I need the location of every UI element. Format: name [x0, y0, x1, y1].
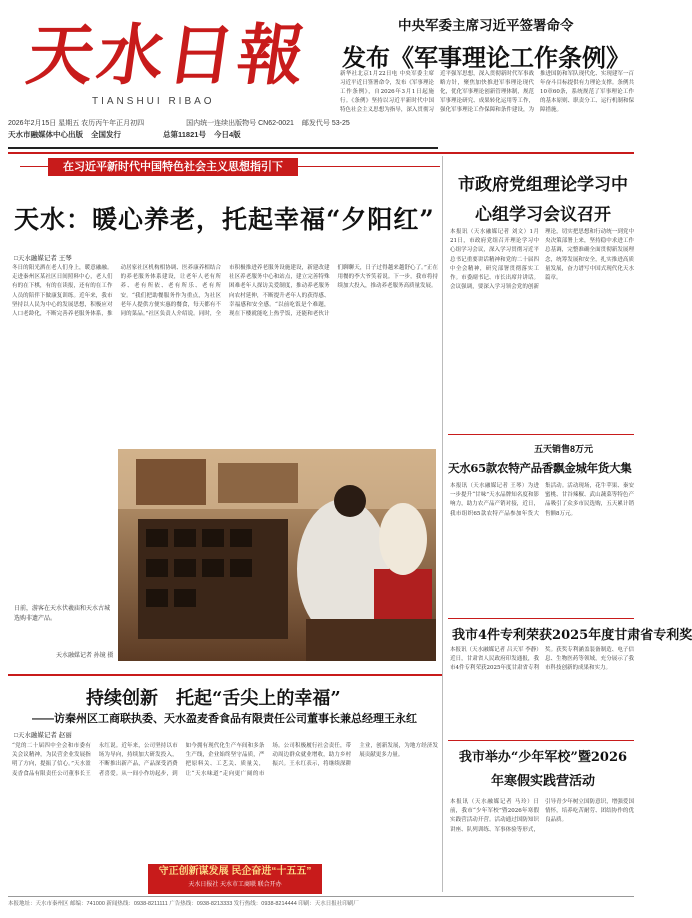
- cn-number: 国内统一连续出版物号 CN62-0021: [186, 120, 294, 127]
- youth-school-body: 本报讯（天水融媒记者 马玲）日前，我市“少年军校”暨2026年寒假实践营活动开营。活动通过国防知识讲座、队列训练、军事体验等形式，引导青少年树立国防意识，增强爱国情怀，培养吃苦耐劳、团结协作的优良品质。: [450, 799, 634, 833]
- photo-credit: 天水融媒记者 孙镜 摄: [56, 653, 114, 659]
- section-divider: [8, 674, 442, 676]
- postal-code: 邮发代号 53-25: [301, 120, 350, 127]
- right-divider-3: [448, 740, 634, 741]
- patent-headline: 我市4件专利荣获2025年度甘肃省专利奖: [452, 628, 692, 643]
- interview-subhead: ——访秦州区工商联执委、天水盈麦香食品有限责任公司董事长兼总经理王永红: [32, 713, 417, 725]
- page-divider: [8, 152, 634, 154]
- interview-byline: □天水融媒记者 赵丽: [14, 732, 72, 739]
- right-divider-1: [448, 434, 634, 435]
- top-story-body: 新华社北京1月22日电 中央军委主席习近平近日签署命令，发布《军事理论工作条例》，自2026年3月1日起施行。《条例》坚持以习近平新时代中国特色社会主义思想为指导，深入贯彻习近平强军思想，深入贯彻新时代军事战略方针，聚焦加快推进军事理论现代化，优化军事理论创新管理体制，规范军事理论研究、成果转化运用等工作，强化军事理论工作保障和条件建设，为推进国防和军队现代化、实现建军一百年奋斗目标提供有力理论支撑。条例共10章60条，系统规范了军事理论工作的基本原则、职责分工、运行机制和保障措施。: [340, 71, 634, 113]
- left-story-body: 冬日的阳光洒在老人们身上，暖意融融。走进秦州区某社区日间照料中心，老人们有的在下棋，有的在读报，还有的在工作人员的陪伴下做康复训练。近年来，我市坚持以人民为中心的发展思想，积极应对人口老龄化，不断完善养老服务体系，推动居家社区机构相协调、医养康养相结合的养老服务体系建设，让老年人老有所养、老有所依、老有所乐、老有所安。“我们把助餐服务作为重点，为社区老年人提供方便实惠的餐食，每天都有不同的菜品。”社区负责人介绍说。同时，全市积极推进养老服务设施建设，新建改建社区养老服务中心和站点，建立完善特殊困难老年人探访关爱制度，推动养老服务向农村延伸，不断提升老年人的获得感、幸福感和安全感。“以前吃饭是个难题，现在下楼就能吃上热乎饭，还能和老伙计们聊聊天，日子过得越来越舒心了。”正在用餐的李大爷笑着说。下一步，我市将持续加大投入，推动养老服务高质量发展。: [12, 265, 438, 318]
- left-story-byline: □天水融媒记者 王琴: [14, 255, 72, 262]
- right-divider-2: [448, 618, 634, 619]
- section-banner: 在习近平新时代中国特色社会主义思想指引下: [48, 158, 298, 176]
- youth-school-headline: 我市举办“少年军校”暨2026年寒假实践营活动: [458, 750, 628, 789]
- issue-number: 总第11821号: [163, 130, 206, 139]
- promo-title: 守正创新谋发展 民企奋进“十五五”: [158, 866, 312, 877]
- top-story-subhead: 中央军委主席习近平签署命令: [398, 18, 574, 33]
- column-divider: [442, 156, 443, 892]
- promo-subtitle: 天水日报社 天水市工商联 联合开办: [188, 882, 282, 888]
- patent-body: 本报讯（天水融媒记者 吕天军 李静）近日，甘肃省人民政府印发通报，我市4件专利荣获2025年度甘肃省专利奖。获奖专利涵盖装备制造、电子信息、生物医药等领域，充分展示了我市科技创新的成果和实力。: [450, 647, 634, 672]
- party-study-headline: 市政府党组理论学习中心组学习会议召开: [458, 175, 628, 225]
- fair-kicker: 五天销售8万元: [534, 444, 594, 454]
- distribution: 全国发行: [91, 130, 121, 139]
- photo-caption: 日前，游客在天水伏羲庙和天水古城选购非遗产品。: [14, 605, 111, 622]
- fair-headline: 天水65款农特产品香飘金城年货大集: [448, 461, 632, 475]
- left-story-headline: 天水：暖心养老，托起幸福“夕阳红”: [14, 205, 435, 234]
- interview-body: “党的二十届四中全会和市委有关会议精神，为民营企业发展指明了方向，提振了信心。”天水盈麦香食品有限责任公司董事长王永红说。近年来，公司坚持以市场为导向，持续加大研发投入，不断推出新产品，产品深受消费者喜爱。从一间小作坊起步，到如今拥有现代化生产车间和多条生产线，企业始终坚守品质，严把原料关、工艺关、质量关，让“天水味道”走向更广阔的市场。公司积极履行社会责任，带动周边群众就业增收，助力乡村振兴。王永红表示，将继续深耕主业，创新发展，为地方经济发展贡献更多力量。: [12, 743, 438, 777]
- page-count: 今日4版: [213, 130, 241, 139]
- fair-body: 本报讯（天水融媒记者 王琴）为进一步提升“甘味”天水品牌知名度和影响力，助力农产品产销对接，近日，我市组织65款农特产品参加年货大集活动。活动现场，花牛苹果、秦安蜜桃、甘谷辣椒、武山蔬菜等特色产品吸引了众多市民选购，五天累计销售额8万元。: [450, 483, 634, 517]
- interview-headline: 持续创新 托起“舌尖上的幸福”: [86, 688, 341, 709]
- newspaper-pinyin: TIANSHUI RIBAO: [92, 96, 215, 107]
- column-promo-box: [148, 864, 322, 894]
- top-story-headline: 发布《军事理论工作条例》: [342, 43, 630, 72]
- party-study-body: 本报讯（天水融媒记者 刘文）1月21日，市政府党组召开理论学习中心组学习会议，深入学习贯彻习近平总书记重要讲话精神和党的二十届四中全会精神，研究部署贯彻落实工作。市委副书记、市长出席并讲话。会议强调，要深入学习领会党的创新理论，切实把思想和行动统一到党中央决策部署上来，坚持稳中求进工作总基调，完整准确全面贯彻新发展理念，统筹发展和安全，扎实推进高质量发展，奋力谱写中国式现代化天水篇章。: [450, 229, 634, 291]
- date-line: 2026年2月15日 星期五 农历丙午年正月初四: [8, 120, 145, 127]
- page-footer: 本报地址：天水市秦州区 邮编：741000 新闻热线：0938-8211111 广告热线：0938-8213333 发行热线：0938-8214444 印刷：天水日报社印刷厂: [8, 896, 634, 910]
- publisher: 天水市融媒体中心出版: [8, 130, 83, 139]
- newspaper-logo: 天水日報: [22, 16, 314, 94]
- market-photo: [118, 449, 436, 661]
